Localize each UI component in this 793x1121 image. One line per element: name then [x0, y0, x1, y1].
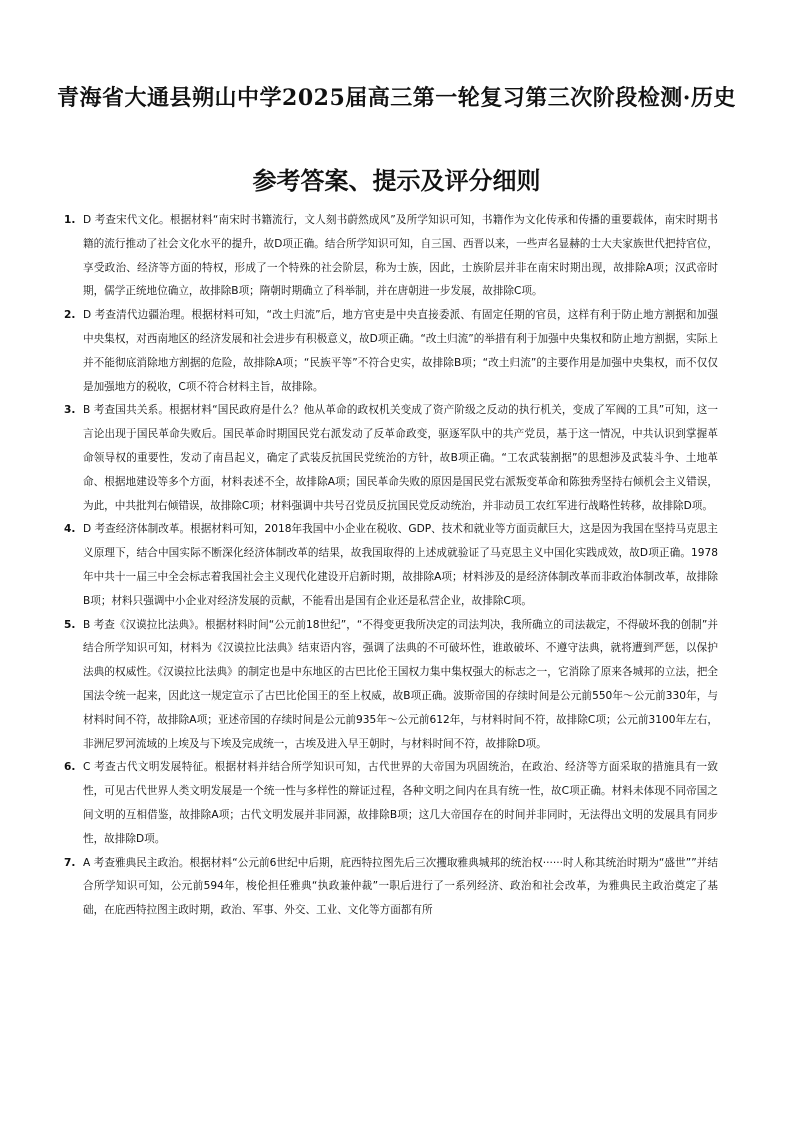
- answer-item-6: [64, 756, 718, 851]
- answer-number: 3.: [64, 404, 76, 417]
- answer-text: B 考查国共关系。根据材料“国民政府是什么？他从革命的政权机关变成了资产阶级之反动的执行机关，变成了军阀的工具”可知，这一言论出现于国民革命失败后。国民革命时期国民党右派发动了反革命政变，驱逐军队中的共产党员，基于这一情况，中共认识到掌握革命领导权的重要性，发动了南昌起义，确定了武装反抗国民党统治的方针，故B项正确。“工农武装割据”的思想涉及武装斗争、土地革命、根据地建设等多个方面，材料表述不全，故排除A项；国民革命失败的原因是国民党右派叛变革命和陈独秀坚持右倾机会主义错误，为此，中共批判右倾错误，故排除C项；材料强调中共号召党员反抗国民党反动统治，并非动员工农红军进行战略性转移，故排除D项。: [83, 404, 718, 512]
- answer-text: C 考查古代文明发展特征。根据材料并结合所学知识可知，古代世界的大帝国为巩固统治，在政治、经济等方面采取的措施具有一致性，可见古代世界人类文明发展是一个统一性与多样性的辩证过程，各种文明之间内在具有统一性，故C项正确。材料未体现不同帝国之间文明的互相借鉴，故排除A项；古代文明发展并非同源，故排除B项；这几大帝国存在的时间并非同时，无法得出文明的发展具有同步性，故排除D项。: [83, 761, 718, 845]
- answer-item-5: [64, 614, 718, 757]
- answer-text: B 考查《汉谟拉比法典》。根据材料时间“公元前18世纪”，“不得变更我所决定的司法判决，我所确立的司法裁定，不得破坏我的创制”并结合所学知识可知，材料为《汉谟拉比法典》结束语内容，强调了法典的不可破坏性，谁敢破坏、不遵守法典，就将遭到严惩，以保护法典的权威性。《汉谟拉比法典》的制定也是中东地区的古巴比伦王国权力集中集权强大的标志之一，它消除了原来各城邦的立法，把全国法令统一起来，因此这一规定宣示了古巴比伦国王的至上权威，故B项正确。波斯帝国的存续时间是公元前550年～公元前330年，与材料时间不符，故排除A项；亚述帝国的存续时间是公元前935年～公元前612年，与材料时间不符，故排除C项；公元前3100年左右，非洲尼罗河流域的上埃及与下埃及完成统一，古埃及进入早王朝时，与材料时间不符，故排除D项。: [83, 618, 718, 750]
- answer-item-2: [64, 304, 718, 399]
- answer-number: 1.: [64, 214, 76, 226]
- answer-item-1: [64, 209, 718, 304]
- answer-list: [64, 209, 718, 923]
- answer-number: 5.: [64, 618, 76, 631]
- answer-item-3: [64, 399, 718, 518]
- answer-item-7: [64, 852, 718, 923]
- answer-number: 6.: [64, 761, 76, 774]
- answer-number: 2.: [64, 309, 76, 322]
- answer-number: 4.: [64, 523, 76, 536]
- answer-text: A 考查雅典民主政治。根据材料“公元前6世纪中后期，庇西特拉图先后三次攫取雅典城邦的统治权······时人称其统治时期为“盛世””并结合所学知识可知，公元前594年，梭伦担任雅典“执政兼仲裁”一职后进行了一系列经济、政治和社会改革，为雅典民主政治奠定了基础，在庇西特拉图主政时期，政治、军事、外交、工业、文化等方面都有所: [83, 856, 718, 917]
- answer-number: 7.: [64, 856, 76, 869]
- answer-text: D 考查经济体制改革。根据材料可知，2018年我国中小企业在税收、GDP、技术和就业等方面贡献巨大，这是因为我国在坚持马克思主义原理下，结合中国实际不断深化经济体制改革的结果，故我国取得的上述成就验证了马克思主义中国化实践成效，故D项正确。1978年中共十一届三中全会标志着我国社会主义现代化建设开启新时期，故排除A项；材料涉及的是经济体制改革而非政治体制改革，故排除B项；材料只强调中小企业对经济发展的贡献，不能看出是国有企业还是私营企业，故排除C项。: [83, 523, 718, 607]
- answer-item-4: [64, 518, 718, 613]
- document-title: 青海省大通县朔山中学2025届高三第一轮复习第三次阶段检测·历史: [57, 85, 736, 111]
- document-subtitle: 参考答案、提示及评分细则: [252, 166, 541, 195]
- answer-text: D 考查清代边疆治理。根据材料可知，“改土归流”后，地方官吏是中央直接委派、有固定任期的官员，这样有利于防止地方割据和加强中央集权，对西南地区的经济发展和社会进步有积极意义，故D项正确。“改土归流”的举措有利于加强中央集权和防止地方割据，实际上并不能彻底消除地方割据的危险，故排除A项；“民族平等”不符合史实，故排除B项；“改土归流”的主要作用是加强中央集权，而不仅仅是加强地方的税收，C项不符合材料主旨，故排除。: [83, 309, 718, 393]
- answer-text: D 考查宋代文化。根据材料“南宋时书籍流行，文人刻书蔚然成风”及所学知识可知，书籍作为文化传承和传播的重要载体，南宋时期书籍的流行推动了社会文化水平的提升，故D项正确。结合所学知识可知，自三国、西晋以来，一些声名显赫的士大夫家族世代把持官位，享受政治、经济等方面的特权，形成了一个特殊的社会阶层，称为士族，因此，士族阶层并非在南宋时期出现，故排除A项；汉武帝时期，儒学正统地位确立，故排除B项；隋朝时期确立了科举制，并在唐朝进一步发展，故排除C项。: [83, 214, 718, 298]
